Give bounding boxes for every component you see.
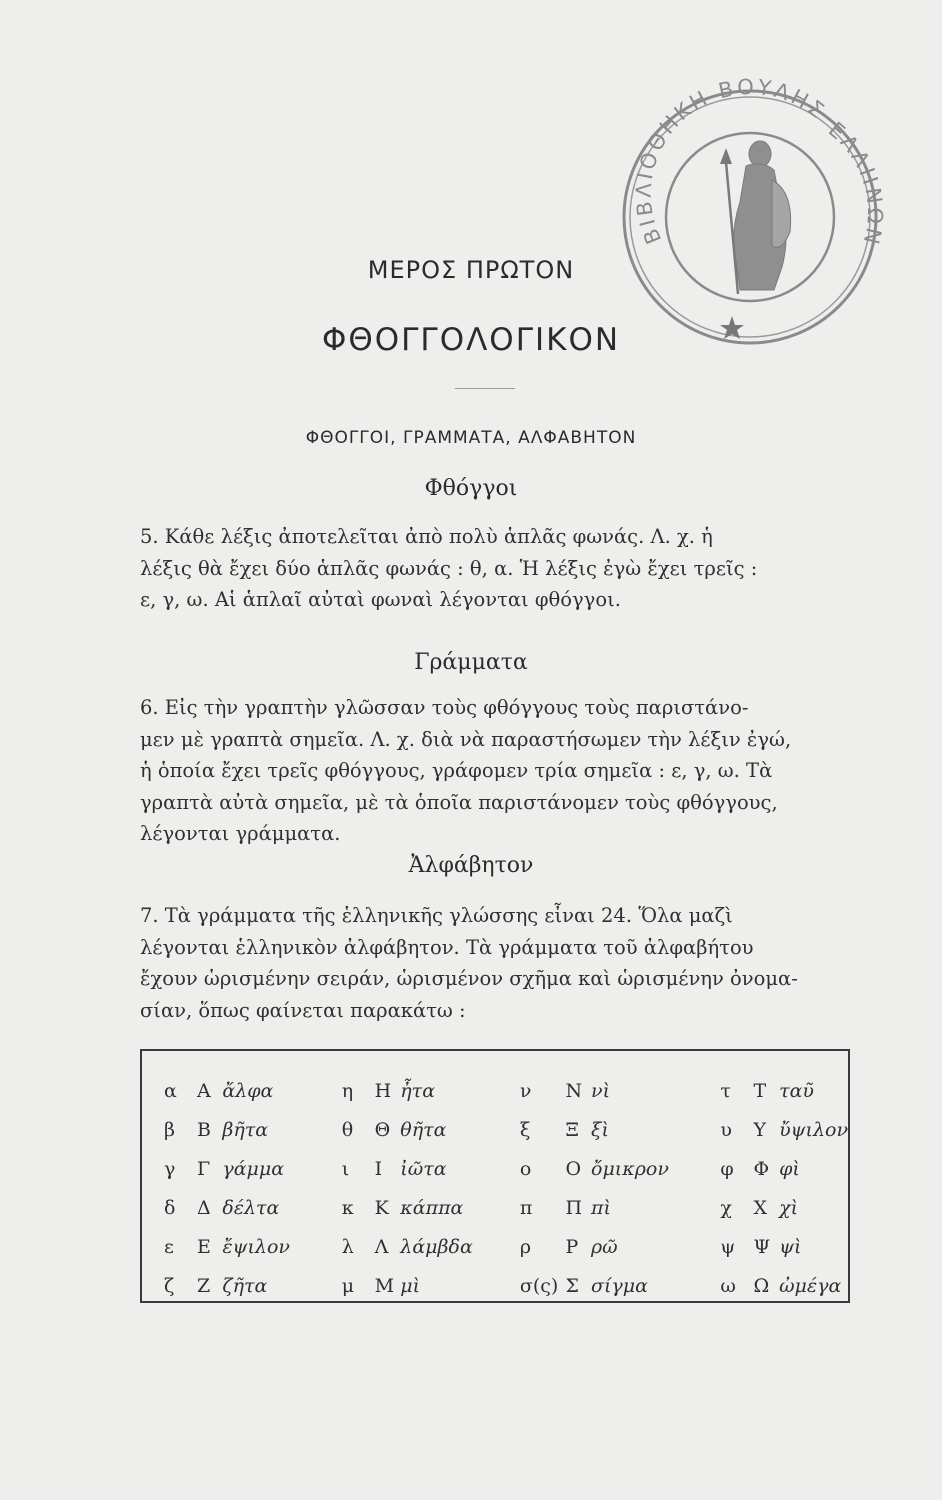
section-title-alfavito: Ἀλφάβητον — [408, 853, 534, 878]
main-title: ΦΘΟΓΓΟΛΟΓΙΚΟΝ — [321, 322, 621, 358]
lowercase-letter: ε — [164, 1235, 174, 1258]
chapter-title: ΦΘΟΓΓΟΙ, ΓΡΑΜΜΑΤΑ, ΑΛΦΑΒΗΤΟΝ — [305, 428, 637, 448]
letter-name: φὶ — [779, 1157, 800, 1180]
lowercase-letter: ρ — [519, 1235, 532, 1258]
letter-name: χὶ — [779, 1196, 799, 1219]
lowercase-letter: π — [519, 1196, 533, 1219]
paragraph-line: λέξις θὰ ἔχει δύο ἁπλᾶς φωνάς : θ, α. Ἡ λέξις ἐγὼ ἔχει τρεῖς : — [140, 556, 758, 580]
uppercase-letter: Ρ — [565, 1235, 579, 1258]
table-row — [164, 1071, 848, 1110]
uppercase-letter: Α — [196, 1079, 211, 1102]
lowercase-letter: ο — [519, 1157, 532, 1180]
uppercase-letter: Λ — [374, 1235, 389, 1258]
uppercase-letter: Ν — [565, 1079, 583, 1102]
alphabet-table — [164, 1071, 848, 1305]
lowercase-letter: σ(ς) — [519, 1274, 559, 1297]
lowercase-letter: λ — [341, 1235, 354, 1258]
uppercase-letter: Θ — [374, 1118, 391, 1141]
paragraph-7 — [140, 900, 852, 1026]
letter-name: ζῆτα — [222, 1274, 268, 1297]
paragraph-line: μεν μὲ γραπτὰ σημεῖα. Λ. χ. διὰ νὰ παραστήσωμεν τὴν λέξιν ἐγώ, — [140, 727, 792, 751]
part-title: ΜΕΡΟΣ ΠΡΩΤΟΝ — [367, 256, 575, 284]
table-row — [164, 1188, 848, 1227]
paragraph-6 — [140, 692, 852, 850]
paragraph-line: 6. Εἰς τὴν γραπτὴν γλῶσσαν τοὺς φθόγγους τοὺς παριστάνο- — [140, 696, 749, 719]
letter-name: δέλτα — [222, 1196, 280, 1219]
uppercase-letter: Ε — [196, 1235, 211, 1258]
letter-name: θῆτα — [400, 1118, 447, 1141]
lowercase-letter: χ — [720, 1196, 732, 1219]
letter-name: ψὶ — [779, 1235, 802, 1258]
section-title-fthongoi: Φθόγγοι — [424, 476, 518, 501]
lowercase-letter: ζ — [164, 1274, 175, 1297]
lowercase-letter: τ — [720, 1079, 731, 1102]
uppercase-letter: Δ — [196, 1196, 211, 1219]
uppercase-letter: Γ — [196, 1157, 211, 1180]
letter-name: ἰῶτα — [400, 1157, 447, 1180]
alphabet-table-frame — [140, 1049, 850, 1303]
lowercase-letter: φ — [720, 1157, 734, 1180]
letter-name: ὠμέγα — [779, 1274, 842, 1297]
title-divider — [455, 388, 515, 389]
uppercase-letter: Ξ — [565, 1118, 579, 1141]
letter-name: λάμβδα — [400, 1235, 473, 1258]
paragraph-5 — [140, 521, 852, 616]
lowercase-letter: γ — [164, 1157, 176, 1180]
lowercase-letter: ω — [720, 1274, 736, 1297]
uppercase-letter: Τ — [753, 1079, 767, 1102]
uppercase-letter: Κ — [374, 1196, 389, 1219]
uppercase-letter: Η — [374, 1079, 392, 1102]
uppercase-letter: Χ — [753, 1196, 767, 1219]
paragraph-line: ἔχουν ὡρισμένην σειράν, ὡρισμένον σχῆμα καὶ ὡρισμένην ὀνομα- — [140, 967, 798, 990]
lowercase-letter: η — [341, 1079, 354, 1102]
letter-name: γάμμα — [222, 1157, 285, 1180]
paragraph-line: ε, γ, ω. Αἱ ἁπλαῖ αὐταὶ φωναὶ λέγονται φθόγγοι. — [140, 588, 621, 611]
uppercase-letter: Φ — [753, 1157, 770, 1180]
uppercase-letter: Ο — [565, 1157, 582, 1180]
paragraph-line: 5. Κάθε λέξις ἀποτελεῖται ἀπὸ πολὺ ἁπλᾶς φωνάς. Λ. χ. ἡ — [140, 525, 713, 548]
lowercase-letter: θ — [341, 1118, 354, 1141]
letter-name: ἦτα — [400, 1079, 436, 1102]
letter-name: ταῦ — [779, 1079, 814, 1102]
lowercase-letter: β — [164, 1118, 175, 1141]
paragraph-line: λέγονται ἑλληνικὸν ἀλφάβητον. Τὰ γράμματα τοῦ ἀλφαβήτου — [140, 935, 754, 959]
paragraph-line: σίαν, ὅπως φαίνεται παρακάτω : — [140, 998, 466, 1022]
letter-name: ἄλφα — [222, 1079, 274, 1102]
lowercase-letter: α — [164, 1079, 177, 1102]
letter-name: ὄμικρον — [591, 1157, 669, 1180]
uppercase-letter: Σ — [565, 1274, 579, 1297]
stamp-text-right: ΕΛΛΗΝΩΝ — [823, 117, 888, 250]
section-title-grammata: Γράμματα — [414, 650, 528, 675]
lowercase-letter: κ — [341, 1196, 354, 1219]
lowercase-letter: ψ — [720, 1235, 736, 1258]
uppercase-letter: Β — [196, 1118, 211, 1141]
paragraph-line: 7. Τὰ γράμματα τῆς ἑλληνικῆς γλώσσης εἶναι 24. Ὅλα μαζὶ — [140, 904, 733, 927]
paragraph-line: γραπτὰ αὐτὰ σημεῖα, μὲ τὰ ὁποῖα παριστάνομεν τοὺς φθόγγους, — [140, 790, 778, 814]
table-row — [164, 1266, 848, 1305]
lowercase-letter: ι — [341, 1157, 350, 1180]
lowercase-letter: ν — [519, 1079, 532, 1102]
lowercase-letter: υ — [720, 1118, 732, 1141]
letter-name: ρῶ — [591, 1235, 618, 1258]
uppercase-letter: Ω — [753, 1274, 770, 1297]
uppercase-letter: Μ — [374, 1274, 395, 1297]
letter-name: νὶ — [591, 1079, 611, 1102]
table-row — [164, 1149, 848, 1188]
uppercase-letter: Υ — [753, 1118, 766, 1141]
lowercase-letter: ξ — [519, 1118, 531, 1141]
letter-name: σίγμα — [591, 1274, 648, 1297]
letter-name: ξὶ — [591, 1118, 609, 1141]
letter-name: κάππα — [400, 1196, 464, 1219]
letter-name: ὔψιλον — [779, 1118, 848, 1141]
uppercase-letter: Ι — [374, 1157, 383, 1180]
table-row — [164, 1227, 848, 1266]
uppercase-letter: Π — [565, 1196, 583, 1219]
table-row — [164, 1110, 848, 1149]
letter-name: ἔψιλον — [222, 1235, 290, 1258]
letter-name: μὶ — [400, 1274, 421, 1297]
lowercase-letter: δ — [164, 1196, 176, 1219]
lowercase-letter: μ — [341, 1274, 355, 1297]
library-stamp — [622, 62, 892, 352]
letter-name: πὶ — [591, 1196, 611, 1219]
letter-name: βῆτα — [222, 1118, 269, 1141]
uppercase-letter: Ψ — [753, 1235, 771, 1258]
paragraph-line: ἡ ὁποία ἔχει τρεῖς φθόγγους, γράφομεν τρία σημεῖα : ε, γ, ω. Τὰ — [140, 759, 773, 782]
paragraph-line: λέγονται γράμματα. — [140, 822, 341, 845]
stamp-text-top: ΒΙΒΛΙΟΘΗΚΗ ΒΟΥΛΗΣ — [631, 74, 831, 248]
uppercase-letter: Ζ — [196, 1274, 211, 1297]
